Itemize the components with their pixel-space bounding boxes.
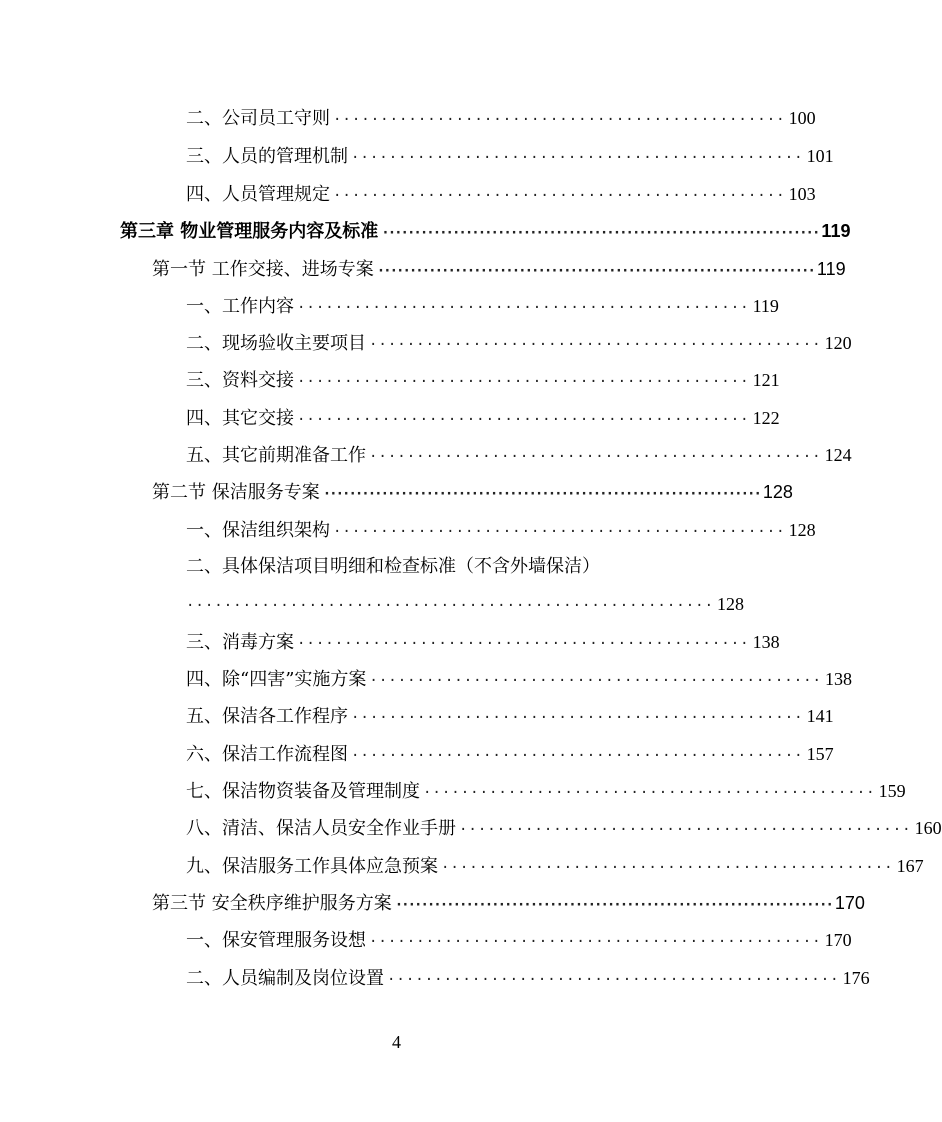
- dot-leader: ················································: [369, 934, 822, 950]
- toc-entry-page: 159: [878, 781, 906, 801]
- toc-entry-page: 138: [824, 669, 852, 689]
- toc-entry-title: 九、保洁服务工作具体应急预案: [186, 856, 438, 877]
- toc-entry[interactable]: [186, 294, 779, 320]
- toc-entry[interactable]: [186, 667, 852, 693]
- toc-entry[interactable]: [186, 368, 780, 394]
- toc-entry-wrapped-line[interactable]: [186, 555, 674, 579]
- toc-entry[interactable]: [186, 630, 780, 656]
- toc-entry[interactable]: [186, 816, 942, 842]
- toc-entry-title: 三、人员的管理机制: [186, 146, 348, 167]
- dot-leader: ························································: [186, 598, 715, 614]
- dot-leader: ················································: [369, 449, 822, 465]
- toc-entry-page: 121: [752, 370, 780, 390]
- toc-entry-title: 第一节 工作交接、进场专案: [152, 259, 374, 280]
- toc-entry-page: 119: [816, 259, 846, 279]
- toc-entry-title: 四、除“四害”实施方案: [186, 669, 367, 690]
- toc-entry-page: 128: [762, 482, 793, 502]
- dot-leader: ················································: [351, 710, 804, 726]
- dot-leader: ················································: [459, 822, 912, 838]
- toc-entry-title: 一、保安管理服务设想: [186, 930, 366, 951]
- toc-entry-page: 176: [842, 968, 870, 988]
- toc-entry-page: 122: [752, 408, 780, 428]
- dot-leader: ················································: [297, 412, 750, 428]
- toc-entry-title: 三、资料交接: [186, 370, 294, 391]
- toc-entry-page: 170: [834, 893, 865, 913]
- toc-entry[interactable]: [186, 106, 816, 132]
- toc-entry-title: 七、保洁物资装备及管理制度: [186, 781, 420, 802]
- toc-entry[interactable]: [186, 928, 852, 954]
- toc-entry-title: 二、具体保洁项目明细和检查标准（不含外墙保洁）: [186, 556, 600, 577]
- page-number: 4: [392, 1032, 401, 1052]
- dot-leader: ················································: [333, 112, 786, 128]
- toc-section-entry[interactable]: [152, 257, 846, 283]
- toc-entry[interactable]: [186, 182, 816, 208]
- toc-entry-title: 二、人员编制及岗位设置: [186, 968, 384, 989]
- toc-entry-page: 170: [824, 930, 852, 950]
- toc-entry-continuation[interactable]: [186, 592, 745, 618]
- toc-section-entry[interactable]: [152, 480, 793, 506]
- toc-entry[interactable]: [186, 443, 852, 469]
- toc-entry[interactable]: [186, 704, 834, 730]
- dot-leader: ················································: [297, 636, 750, 652]
- toc-entry-title: 二、现场验收主要项目: [186, 333, 366, 354]
- dot-leader: ················································: [441, 860, 894, 876]
- dot-leader: ····································································: [322, 486, 760, 502]
- toc-entry-page: 120: [824, 333, 852, 353]
- toc-entry-page: 119: [752, 296, 779, 316]
- toc-entry-title: 一、工作内容: [186, 296, 294, 317]
- dot-leader: ················································: [369, 337, 822, 353]
- dot-leader: ················································: [297, 374, 750, 390]
- dot-leader: ················································: [333, 188, 786, 204]
- dot-leader: ················································: [351, 748, 804, 764]
- toc-entry-page: 141: [806, 706, 834, 726]
- toc-entry-page: 124: [824, 445, 852, 465]
- toc-entry-title: 五、其它前期准备工作: [186, 445, 366, 466]
- toc-entry-page: 100: [788, 108, 816, 128]
- toc-entry-title: 二、公司员工守则: [186, 108, 330, 129]
- toc-entry-page: 138: [752, 632, 780, 652]
- toc-entry-title: 八、清洁、保洁人员安全作业手册: [186, 818, 456, 839]
- toc-entry-page: 128: [788, 520, 816, 540]
- toc-entry-title: 六、保洁工作流程图: [186, 744, 348, 765]
- toc-entry-title: 第二节 保洁服务专案: [152, 482, 320, 503]
- dot-leader: ····································································: [381, 225, 819, 241]
- toc-entry[interactable]: [186, 144, 834, 170]
- dot-leader: ····································································: [394, 897, 832, 913]
- dot-leader: ················································: [297, 300, 750, 316]
- toc-entry[interactable]: [186, 779, 906, 805]
- toc-entry-page: 119: [821, 221, 851, 241]
- dot-leader: ················································: [351, 150, 804, 166]
- toc-entry-page: 160: [914, 818, 942, 838]
- toc-entry-title: 一、保洁组织架构: [186, 520, 330, 541]
- toc-section-entry[interactable]: [152, 891, 865, 917]
- toc-entry[interactable]: [186, 406, 780, 432]
- toc-entry-page: 128: [717, 594, 745, 614]
- toc-entry[interactable]: [186, 518, 816, 544]
- toc-entry-title: 四、其它交接: [186, 408, 294, 429]
- toc-entry-title: 三、消毒方案: [186, 632, 294, 653]
- toc-entry-page: 157: [806, 744, 834, 764]
- toc-entry[interactable]: [186, 742, 834, 768]
- toc-entry-page: 167: [896, 856, 924, 876]
- toc-entry-page: 103: [788, 184, 816, 204]
- toc-entry-title: 四、人员管理规定: [186, 184, 330, 205]
- toc-entry-title: 第三章 物业管理服务内容及标准: [120, 221, 379, 242]
- toc-chapter-entry[interactable]: [120, 219, 851, 245]
- dot-leader: ················································: [423, 785, 876, 801]
- dot-leader: ················································: [369, 673, 822, 689]
- toc-entry-page: 101: [806, 146, 834, 166]
- toc-entry[interactable]: [186, 966, 870, 992]
- toc-entry[interactable]: [186, 854, 924, 880]
- toc-entry-title: 五、保洁各工作程序: [186, 706, 348, 727]
- toc-entry[interactable]: [186, 331, 852, 357]
- dot-leader: ················································: [333, 524, 786, 540]
- dot-leader: ····································································: [376, 263, 814, 279]
- toc-entry-title: 第三节 安全秩序维护服务方案: [152, 893, 392, 914]
- dot-leader: ················································: [387, 972, 840, 988]
